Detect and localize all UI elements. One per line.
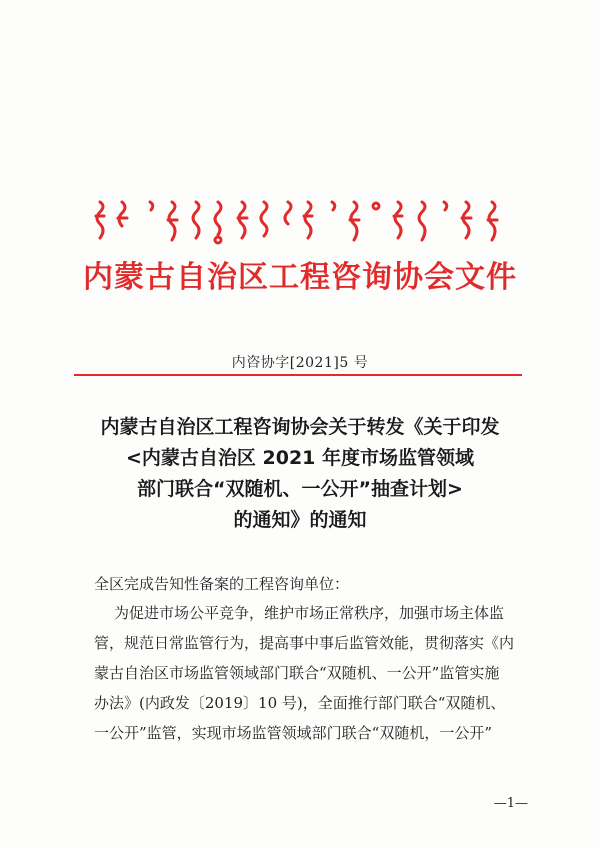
subject-line: <内蒙古自治区 2021 年度市场监管领域 xyxy=(125,447,475,469)
body-paragraph xyxy=(94,598,534,748)
body-line: 为促进市场公平竞争，维护市场正常秩序，加强市场主体监 xyxy=(114,604,505,622)
document-subject xyxy=(60,412,540,536)
body-line: 一公开”监管，实现市场监管领域部门联合“双随机，一公开” xyxy=(94,724,493,742)
subject-line: 的通知》的通知 xyxy=(233,509,367,531)
mongolian-script-header xyxy=(92,196,510,248)
body-line: 管，规范日常监管行为，提高事中事后监管效能，贯彻落实《内 xyxy=(94,634,515,652)
document-number: 内咨协字[2021]5 号 xyxy=(231,355,369,371)
body-line: 蒙古自治区市场监管领域部门联合“双随机、一公开”监管实施 xyxy=(94,664,500,682)
subject-line: 内蒙古自治区工程咨询协会关于转发《关于印发 xyxy=(100,416,500,438)
page-number: —1— xyxy=(493,796,528,811)
subject-line: 部门联合“双随机、一公开”抽查计划> xyxy=(137,478,463,500)
red-divider-line xyxy=(74,374,522,376)
salutation: 全区完成告知性备案的工程咨询单位： xyxy=(94,575,350,593)
issuer-header-title: 内蒙古自治区工程咨询协会文件 xyxy=(83,260,517,295)
body-line: 办法》(内政发〔2019〕10 号)，全面推行部门联合“双随机、 xyxy=(94,694,506,712)
